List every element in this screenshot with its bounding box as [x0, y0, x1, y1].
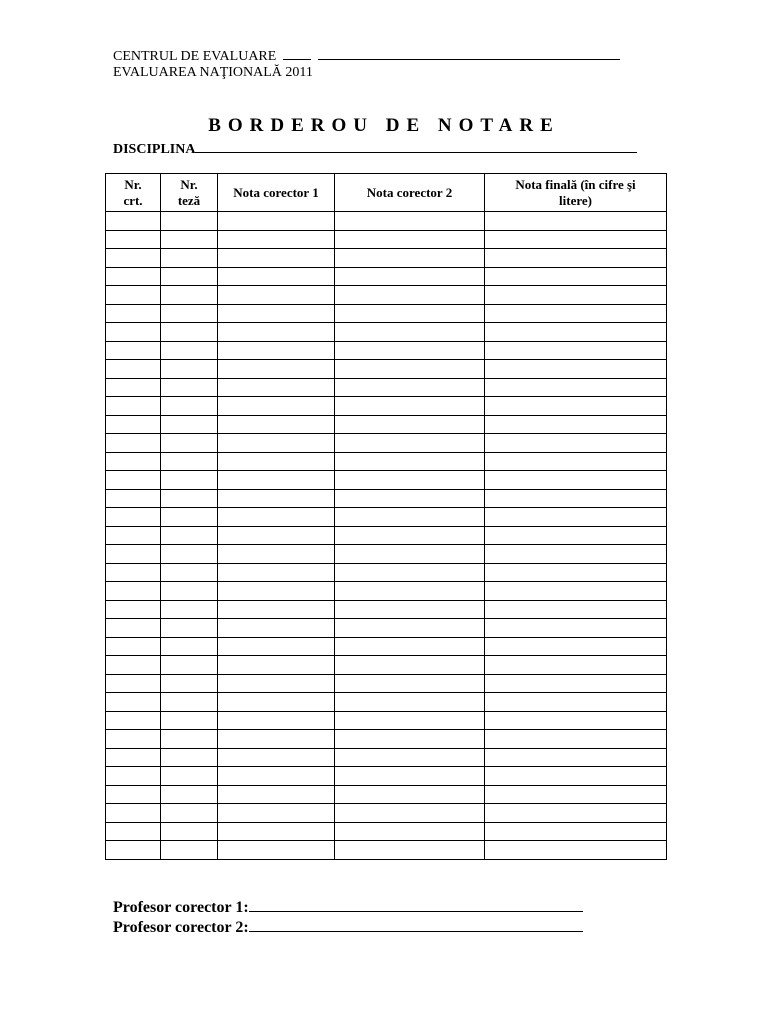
table-cell: [485, 674, 667, 693]
table-cell: [161, 230, 218, 249]
table-cell: [485, 286, 667, 305]
table-cell: [335, 767, 485, 786]
table-cell: [218, 748, 335, 767]
table-cell: [106, 656, 161, 675]
table-cell: [485, 711, 667, 730]
table-row: [106, 323, 667, 342]
table-cell: [335, 434, 485, 453]
table-cell: [335, 822, 485, 841]
table-cell: [218, 230, 335, 249]
table-cell: [485, 323, 667, 342]
table-row: [106, 304, 667, 323]
table-cell: [335, 841, 485, 860]
table-cell: [218, 693, 335, 712]
table-row: [106, 360, 667, 379]
table-cell: [106, 674, 161, 693]
table-row: [106, 841, 667, 860]
column-header-paper-number: Nr. teză: [161, 174, 218, 212]
table-cell: [218, 286, 335, 305]
table-cell: [335, 730, 485, 749]
table-cell: [485, 508, 667, 527]
table-cell: [218, 249, 335, 268]
table-row: [106, 693, 667, 712]
table-cell: [218, 452, 335, 471]
corrector-1-blank: [249, 897, 583, 912]
table-cell: [218, 341, 335, 360]
table-row: [106, 489, 667, 508]
table-row: [106, 508, 667, 527]
table-cell: [161, 767, 218, 786]
table-cell: [106, 637, 161, 656]
table-cell: [106, 730, 161, 749]
table-header-row: [106, 174, 667, 212]
table-row: [106, 212, 667, 231]
table-cell: [161, 489, 218, 508]
table-row: [106, 471, 667, 490]
table-cell: [485, 489, 667, 508]
table-cell: [106, 804, 161, 823]
table-cell: [106, 563, 161, 582]
table-cell: [485, 841, 667, 860]
table-row: [106, 545, 667, 564]
table-cell: [485, 452, 667, 471]
table-row: [106, 230, 667, 249]
table-cell: [485, 212, 667, 231]
center-name-blank: [318, 47, 620, 60]
table-cell: [106, 822, 161, 841]
table-cell: [485, 693, 667, 712]
center-code-blank: [283, 47, 311, 60]
table-row: [106, 526, 667, 545]
table-cell: [218, 804, 335, 823]
table-cell: [335, 545, 485, 564]
table-cell: [335, 785, 485, 804]
table-cell: [335, 249, 485, 268]
table-cell: [106, 267, 161, 286]
table-cell: [218, 489, 335, 508]
document-title: BORDEROU DE NOTARE: [208, 115, 560, 136]
table-row: [106, 286, 667, 305]
table-cell: [335, 452, 485, 471]
table-cell: [485, 619, 667, 638]
table-cell: [485, 600, 667, 619]
table-cell: [161, 526, 218, 545]
table-cell: [335, 323, 485, 342]
table-cell: [485, 471, 667, 490]
table-cell: [485, 563, 667, 582]
table-cell: [106, 378, 161, 397]
table-cell: [161, 286, 218, 305]
table-cell: [161, 508, 218, 527]
table-cell: [218, 822, 335, 841]
table-cell: [161, 452, 218, 471]
table-cell: [106, 619, 161, 638]
discipline-blank: [195, 140, 637, 153]
table-row: [106, 563, 667, 582]
table-cell: [161, 249, 218, 268]
table-cell: [161, 674, 218, 693]
discipline-line: [113, 140, 637, 158]
table-row: [106, 452, 667, 471]
table-cell: [106, 286, 161, 305]
table-cell: [218, 841, 335, 860]
table-row: [106, 711, 667, 730]
table-cell: [161, 804, 218, 823]
table-cell: [106, 526, 161, 545]
table-cell: [335, 378, 485, 397]
table-cell: [218, 619, 335, 638]
table-cell: [335, 804, 485, 823]
table-cell: [218, 212, 335, 231]
column-header-final-grade: Nota finală (în cifre şi litere): [485, 174, 667, 212]
table-cell: [218, 304, 335, 323]
table-row: [106, 267, 667, 286]
table-cell: [335, 674, 485, 693]
table-cell: [218, 323, 335, 342]
table-cell: [161, 397, 218, 416]
table-cell: [218, 637, 335, 656]
table-cell: [485, 767, 667, 786]
table-cell: [485, 785, 667, 804]
table-cell: [485, 637, 667, 656]
column-header-row-number: Nr. crt.: [106, 174, 161, 212]
table-cell: [106, 323, 161, 342]
corrector-1-signature-line: [113, 897, 583, 917]
table-row: [106, 804, 667, 823]
table-cell: [106, 600, 161, 619]
table-cell: [335, 341, 485, 360]
table-cell: [106, 415, 161, 434]
corrector-2-label: Profesor corector 2:: [113, 919, 249, 936]
discipline-label: DISCIPLINA: [113, 142, 196, 157]
table-cell: [106, 693, 161, 712]
table-cell: [335, 286, 485, 305]
table-cell: [335, 415, 485, 434]
table-cell: [161, 545, 218, 564]
table-cell: [218, 378, 335, 397]
table-cell: [485, 545, 667, 564]
table-cell: [161, 563, 218, 582]
table-row: [106, 767, 667, 786]
table-cell: [106, 341, 161, 360]
table-cell: [161, 656, 218, 675]
table-cell: [106, 711, 161, 730]
table-cell: [485, 526, 667, 545]
table-cell: [161, 267, 218, 286]
table-row: [106, 822, 667, 841]
table-cell: [161, 360, 218, 379]
table-cell: [485, 249, 667, 268]
table-cell: [218, 674, 335, 693]
table-cell: [106, 841, 161, 860]
table-row: [106, 582, 667, 601]
table-row: [106, 674, 667, 693]
table-cell: [335, 212, 485, 231]
table-cell: [335, 711, 485, 730]
table-cell: [485, 656, 667, 675]
table-cell: [106, 360, 161, 379]
table-cell: [218, 508, 335, 527]
corrector-1-label: Profesor corector 1:: [113, 899, 249, 916]
column-header-grade-corrector-2: Nota corector 2: [335, 174, 485, 212]
table-cell: [485, 397, 667, 416]
table-cell: [106, 230, 161, 249]
table-cell: [218, 582, 335, 601]
table-cell: [218, 785, 335, 804]
table-cell: [106, 785, 161, 804]
table-cell: [218, 397, 335, 416]
table-cell: [106, 249, 161, 268]
table-cell: [106, 508, 161, 527]
table-cell: [161, 785, 218, 804]
table-row: [106, 730, 667, 749]
table-cell: [218, 767, 335, 786]
table-cell: [218, 600, 335, 619]
table-cell: [485, 267, 667, 286]
table-cell: [106, 452, 161, 471]
table-cell: [218, 267, 335, 286]
table-cell: [335, 693, 485, 712]
table-cell: [106, 434, 161, 453]
table-cell: [161, 304, 218, 323]
table-row: [106, 600, 667, 619]
table-cell: [161, 619, 218, 638]
table-cell: [161, 434, 218, 453]
table-cell: [335, 304, 485, 323]
table-cell: [106, 748, 161, 767]
table-cell: [335, 230, 485, 249]
table-cell: [106, 397, 161, 416]
table-cell: [161, 582, 218, 601]
table-row: [106, 656, 667, 675]
table-cell: [106, 767, 161, 786]
table-cell: [218, 711, 335, 730]
table-cell: [161, 730, 218, 749]
table-cell: [335, 563, 485, 582]
table-row: [106, 249, 667, 268]
table-cell: [161, 841, 218, 860]
table-cell: [106, 212, 161, 231]
table-cell: [218, 434, 335, 453]
table-cell: [218, 656, 335, 675]
table-cell: [485, 230, 667, 249]
table-cell: [335, 656, 485, 675]
table-cell: [335, 397, 485, 416]
table-row: [106, 341, 667, 360]
table-cell: [335, 748, 485, 767]
table-cell: [485, 378, 667, 397]
table-row: [106, 637, 667, 656]
table-cell: [161, 212, 218, 231]
table-row: [106, 785, 667, 804]
table-cell: [161, 748, 218, 767]
table-cell: [218, 730, 335, 749]
table-cell: [161, 341, 218, 360]
table-cell: [485, 748, 667, 767]
table-cell: [335, 526, 485, 545]
corrector-2-signature-line: [113, 917, 583, 937]
table-cell: [106, 489, 161, 508]
table-cell: [335, 600, 485, 619]
table-cell: [485, 415, 667, 434]
table-cell: [335, 471, 485, 490]
table-cell: [106, 304, 161, 323]
table-row: [106, 434, 667, 453]
table-cell: [335, 637, 485, 656]
table-cell: [161, 323, 218, 342]
table-cell: [161, 471, 218, 490]
table-cell: [106, 545, 161, 564]
table-cell: [161, 822, 218, 841]
table-cell: [161, 711, 218, 730]
table-row: [106, 619, 667, 638]
table-cell: [335, 619, 485, 638]
table-cell: [335, 489, 485, 508]
evaluation-center-line: [113, 47, 620, 65]
table-cell: [161, 600, 218, 619]
table-cell: [485, 434, 667, 453]
table-row: [106, 415, 667, 434]
grades-table: [105, 173, 667, 860]
table-cell: [161, 637, 218, 656]
table-cell: [485, 360, 667, 379]
table-cell: [335, 360, 485, 379]
corrector-2-blank: [249, 917, 583, 932]
table-cell: [485, 822, 667, 841]
table-row: [106, 378, 667, 397]
table-cell: [218, 415, 335, 434]
table-body: [106, 212, 667, 860]
table-cell: [106, 471, 161, 490]
table-cell: [485, 730, 667, 749]
table-cell: [218, 471, 335, 490]
table-row: [106, 748, 667, 767]
table-cell: [161, 693, 218, 712]
exam-name: EVALUAREA NAŢIONALĂ 2011: [113, 65, 313, 80]
table-cell: [161, 415, 218, 434]
table-cell: [106, 582, 161, 601]
table-cell: [218, 526, 335, 545]
table-cell: [218, 545, 335, 564]
evaluation-center-label: CENTRUL DE EVALUARE: [113, 49, 277, 64]
table-cell: [218, 563, 335, 582]
table-cell: [485, 582, 667, 601]
table-cell: [485, 804, 667, 823]
table-cell: [335, 582, 485, 601]
table-row: [106, 397, 667, 416]
column-header-grade-corrector-1: Nota corector 1: [218, 174, 335, 212]
table-cell: [335, 267, 485, 286]
table-cell: [161, 378, 218, 397]
table-cell: [485, 304, 667, 323]
table-cell: [335, 508, 485, 527]
table-cell: [218, 360, 335, 379]
table-cell: [485, 341, 667, 360]
